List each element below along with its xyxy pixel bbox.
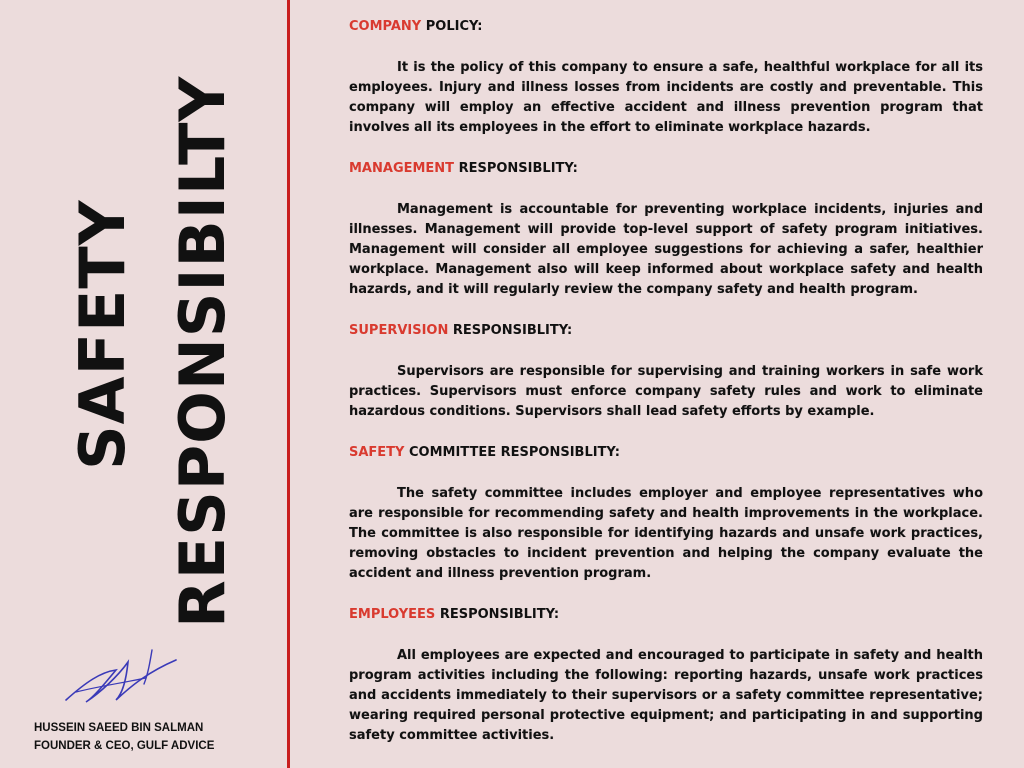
signature-block xyxy=(0,634,288,768)
heading-accent: SAFETY xyxy=(349,445,405,460)
section-employees xyxy=(349,606,983,746)
signatory-role: FOUNDER & CEO, GULF ADVICE xyxy=(34,740,215,752)
heading-accent: MANAGEMENT xyxy=(349,161,455,176)
section-body: It is the policy of this company to ensure a safe, healthful workplace for all its employees. Injury and illness losses from incidents are costly and preventable. This company will employ an effective accident and illness prevention program that involves all its employees in the effort to eliminate workplace hazards. xyxy=(349,60,983,135)
side-title-line1: SAFETY xyxy=(66,199,139,470)
heading-accent: SUPERVISION xyxy=(349,323,449,338)
section-heading xyxy=(349,444,983,462)
section-management xyxy=(349,160,983,300)
heading-rest: COMMITTEE RESPONSIBLITY: xyxy=(404,445,620,460)
section-heading xyxy=(349,322,983,340)
heading-rest: RESPONSIBLITY: xyxy=(435,607,560,622)
policy-content xyxy=(349,18,983,768)
heading-rest: POLICY: xyxy=(421,19,483,34)
signatory-name: HUSSEIN SAEED BIN SALMAN xyxy=(34,722,204,734)
section-body: Supervisors are responsible for supervising and training workers in safe work practices. Supervisors must enforce company safety rules and work to eliminate hazardous conditions. Supervisors shall lead safety efforts by example. xyxy=(349,364,983,419)
section-safety-committee xyxy=(349,444,983,584)
section-body: Management is accountable for preventing workplace incidents, injuries and illnesses. Management will provide top-level support of safety program initiatives. Management will consider all employee suggestions for achieving a safer, healthier workplace. Management also will keep informed about workplace safety and health hazards, and it will regularly review the company safety and health program. xyxy=(349,202,983,297)
section-heading xyxy=(349,160,983,178)
section-body: The safety committee includes employer and employee representatives who are responsible for recommending safety and health improvements in the workplace. The committee is also responsible for identifying hazards and unsafe work practices, removing obstacles to incident prevention and helping the company evaluate the accident and illness prevention program. xyxy=(349,486,983,581)
heading-accent: EMPLOYEES xyxy=(349,607,436,622)
side-title-line2: RESPONSIBILTY xyxy=(166,75,239,628)
section-heading xyxy=(349,606,983,624)
signature-mark xyxy=(56,642,186,717)
section-body: All employees are expected and encouraged to participate in safety and health program activities including the following: reporting hazards, unsafe work practices and accidents immediately to their supervisors or a safety committee representative; wearing required personal protective equipment; and participating in and supporting safety committee activities. xyxy=(349,648,983,743)
left-panel xyxy=(0,0,288,768)
heading-rest: RESPONSIBLITY: xyxy=(448,323,573,338)
section-heading xyxy=(349,18,983,36)
section-supervision xyxy=(349,322,983,422)
vertical-divider xyxy=(287,0,290,768)
section-company-policy xyxy=(349,18,983,138)
heading-accent: COMPANY xyxy=(349,19,422,34)
heading-rest: RESPONSIBLITY: xyxy=(454,161,578,176)
